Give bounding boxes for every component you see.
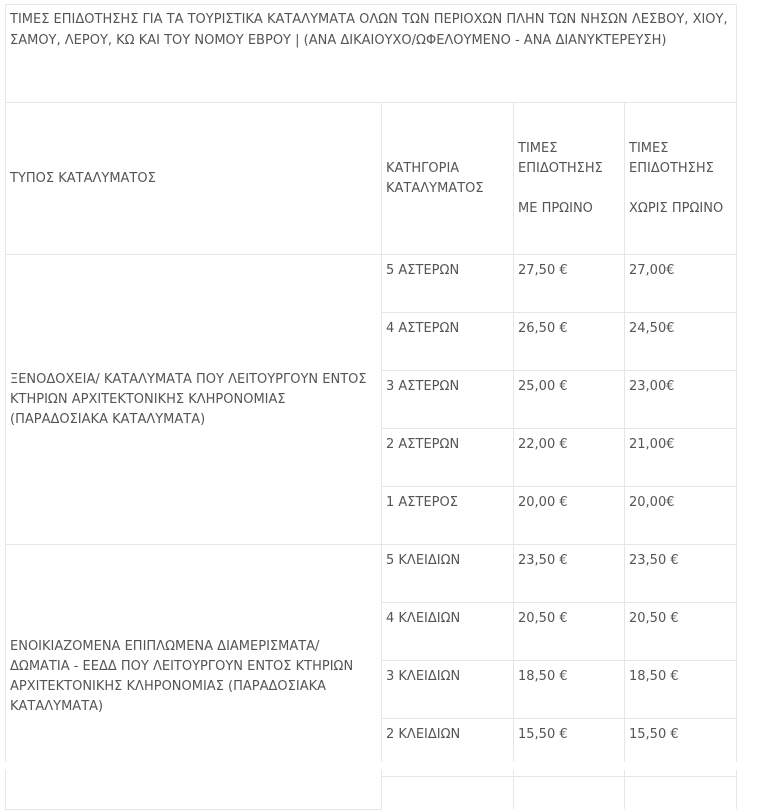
row-price-with-breakfast: 23,50 € (514, 545, 625, 603)
row-price-without-breakfast: 24,50€ (625, 313, 737, 371)
row-price-without-breakfast: 21,00€ (625, 429, 737, 487)
header-without-breakfast-line1: ΤΙΜΕΣ ΕΠΙΔΟΤΗΣΗΣ (629, 140, 714, 176)
group-type-apartments: ΕΝΟΙΚΙΑΖΟΜΕΝΑ ΕΠΙΠΛΩΜΕΝΑ ΔΙΑΜΕΡΙΣΜΑΤΑ/ ΔΩΜΑΤΙΑ - ΕΕΔΔ ΠΟΥ ΛΕΙΤΟΥΡΓΟΥΝ ΕΝΤΟΣ ΚΤΗΡΙΩΝ ΑΡΧΙΤΕΚΤΟΝΙΚΗΣ ΚΛΗΡΟΝΟΜΙΑΣ (ΠΑΡΑΔΟΣΙΑΚΑ ΚΑΤΑΛΥΜΑΤΑ) (6, 545, 382, 810)
row-price-without-breakfast: 15,50 € (625, 719, 737, 777)
row-price-with-breakfast: 26,50 € (514, 313, 625, 371)
header-with-breakfast-line2: ΜΕ ΠΡΩΙΝΟ (518, 200, 593, 216)
row-price-with-breakfast: 20,50 € (514, 603, 625, 661)
header-without-breakfast (625, 103, 737, 255)
subsidy-table (5, 4, 737, 810)
row-category: 3 ΚΛΕΙΔΙΩΝ (382, 661, 514, 719)
group-type-hotels: ΞΕΝΟΔΟΧΕΙΑ/ ΚΑΤΑΛΥΜΑΤΑ ΠΟΥ ΛΕΙΤΟΥΡΓΟΥΝ ΕΝΤΟΣ ΚΤΗΡΙΩΝ ΑΡΧΙΤΕΚΤΟΝΙΚΗΣ ΚΛΗΡΟΝΟΜΙΑΣ (ΠΑΡΑΔΟΣΙΑΚΑ ΚΑΤΑΛΥΜΑΤΑ) (6, 255, 382, 545)
table-title: ΤΙΜΕΣ ΕΠΙΔΟΤΗΣΗΣ ΓΙΑ ΤΑ ΤΟΥΡΙΣΤΙΚΑ ΚΑΤΑΛΥΜΑΤΑ ΟΛΩΝ ΤΩΝ ΠΕΡΙΟΧΩΝ ΠΛΗΝ ΤΩΝ ΝΗΣΩΝ ΛΕΣΒΟΥ, ΧΙΟΥ, ΣΑΜΟΥ, ΛΕΡΟΥ, ΚΩ ΚΑΙ ΤΟΥ ΝΟΜΟΥ ΕΒΡΟΥ | (ΑΝΑ ΔΙΚΑΙΟΥΧΟ/ΩΦΕΛΟΥΜΕΝΟ - ΑΝΑ ΔΙΑΝΥΚΤΕΡΕΥΣΗ) (6, 5, 737, 103)
row-category: 3 ΑΣΤΕΡΩΝ (382, 371, 514, 429)
row-price-with-breakfast: 25,00 € (514, 371, 625, 429)
row-price-with-breakfast: 15,50 € (514, 719, 625, 777)
row-category: 5 ΑΣΤΕΡΩΝ (382, 255, 514, 313)
row-category: 2 ΑΣΤΕΡΩΝ (382, 429, 514, 487)
row-price-without-breakfast: 23,50 € (625, 545, 737, 603)
header-type: ΤΥΠΟΣ ΚΑΤΑΛΥΜΑΤΟΣ (6, 103, 382, 255)
table-row (6, 545, 737, 603)
row-category: 1 ΑΣΤΕΡΟΣ (382, 487, 514, 545)
row-price-with-breakfast: 22,00 € (514, 429, 625, 487)
row-category-cut (382, 777, 514, 810)
header-category: ΚΑΤΗΓΟΡΙΑ ΚΑΤΑΛΥΜΑΤΟΣ (382, 103, 514, 255)
row-price-without-breakfast: 27,00€ (625, 255, 737, 313)
row-price-without-breakfast: 23,00€ (625, 371, 737, 429)
row-category: 2 ΚΛΕΙΔΙΩΝ (382, 719, 514, 777)
row-price-with-breakfast: 27,50 € (514, 255, 625, 313)
row-price-with-breakfast-cut (514, 777, 625, 810)
row-price-without-breakfast: 20,50 € (625, 603, 737, 661)
row-price-without-breakfast-cut (625, 777, 737, 810)
row-category: 4 ΑΣΤΕΡΩΝ (382, 313, 514, 371)
page-bottom-edge (0, 762, 768, 770)
row-category: 4 ΚΛΕΙΔΙΩΝ (382, 603, 514, 661)
header-without-breakfast-line2: ΧΩΡΙΣ ΠΡΩΙΝΟ (629, 200, 724, 216)
header-row (6, 103, 737, 255)
row-price-without-breakfast: 20,00€ (625, 487, 737, 545)
header-with-breakfast (514, 103, 625, 255)
header-gap (629, 179, 732, 199)
subsidy-table-wrapper (5, 4, 736, 810)
header-with-breakfast-line1: ΤΙΜΕΣ ΕΠΙΔΟΤΗΣΗΣ (518, 140, 603, 176)
row-category: 5 ΚΛΕΙΔΙΩΝ (382, 545, 514, 603)
row-price-with-breakfast: 18,50 € (514, 661, 625, 719)
table-row (6, 255, 737, 313)
row-price-without-breakfast: 18,50 € (625, 661, 737, 719)
header-gap (518, 179, 620, 199)
row-price-with-breakfast: 20,00 € (514, 487, 625, 545)
title-row (6, 5, 737, 103)
